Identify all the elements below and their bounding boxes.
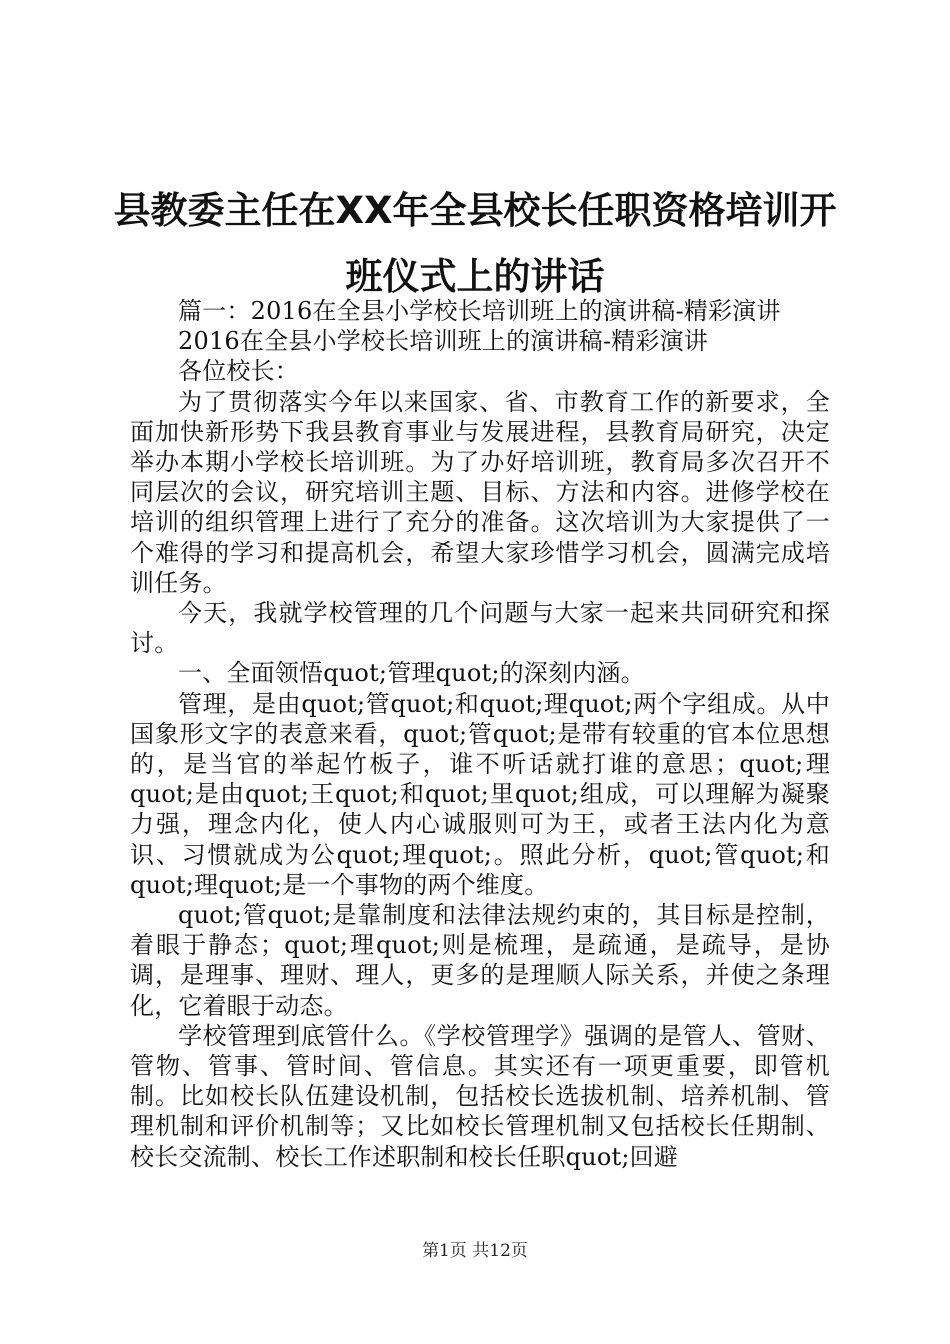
paragraph-heading: 篇一：2016在全县小学校长培训班上的演讲稿-精彩演讲 — [178, 297, 781, 325]
paragraph-salutation: 各位校长： — [178, 357, 299, 386]
section-heading: 一、全面领悟quot;管理quot;的深刻内涵。 — [178, 659, 645, 688]
paragraph: 学校管理到底管什么。《学校管理学》强调的是管人、管财、管物、管事、管时间、管信息。其实还有一项更重要，即管机制。比如校长队伍建设机制，包括校长选拔机制、培养机制、管理机制和评价机制等；又比如校长管理机制又包括校长任期制、校长交流制、校长工作述职制和校长任职quot;回避 — [130, 1021, 830, 1171]
page-footer: 第1页 共12页 — [422, 1241, 528, 1261]
paragraph: 管理，是由quot;管quot;和quot;理quot;两个字组成。从中国象形文字的表意来看，quot;管quot;是带有较重的官本位思想的，是当官的举起竹板子，谁不听话就打谁的意思；quot;理quot;是由quot;王quot;和quot;里quot;组成，可以理解为凝聚力强，理念内化，使人内心诚服则可为王，或者王法内化为意识、习惯就成为公quot;理quot;。照此分析，quot;管quot;和quot;理quot;是一个事物的两个维度。 — [130, 689, 830, 899]
title-line-2: 班仪式上的讲话 — [345, 255, 605, 298]
document-body — [130, 296, 830, 1172]
paragraph: 今天，我就学校管理的几个问题与大家一起来共同研究和探讨。 — [130, 599, 830, 658]
paragraph: quot;管quot;是靠制度和法律法规约束的，其目标是控制，着眼于静态；quot;理quot;则是梳理，是疏通，是疏导，是协调，是理事、理财、理人，更多的是理顺人际关系，并使之条理化，它着眼于动态。 — [130, 901, 830, 1020]
paragraph-subheading: 2016在全县小学校长培训班上的演讲稿-精彩演讲 — [178, 327, 708, 356]
title-line-1: 县教委主任在XX年全县校长任职资格培训开 — [113, 189, 837, 232]
paragraph: 为了贯彻落实今年以来国家、省、市教育工作的新要求，全面加快新形势下我县教育事业与发展进程，县教育局研究，决定举办本期小学校长培训班。为了办好培训班，教育局多次召开不同层次的会议，研究培训主题、目标、方法和内容。进修学校在培训的组织管理上进行了充分的准备。这次培训为大家提供了一个难得的学习和提高机会，希望大家珍惜学习机会，圆满完成培训任务。 — [130, 387, 830, 597]
document-title — [60, 178, 890, 310]
